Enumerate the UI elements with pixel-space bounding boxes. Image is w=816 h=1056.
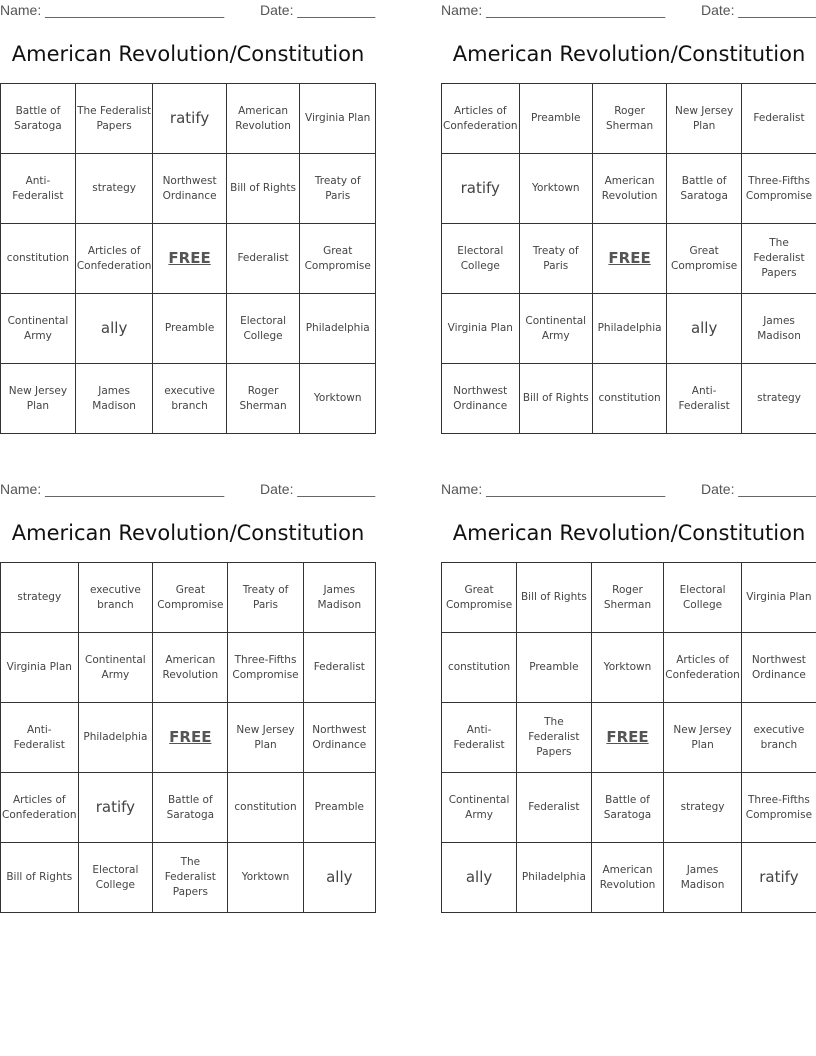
bingo-cell: Federalist bbox=[303, 633, 375, 703]
bingo-cell: Electoral College bbox=[226, 294, 300, 364]
bingo-cell: Electoral College bbox=[442, 224, 520, 294]
bingo-cell: James Madison bbox=[75, 364, 153, 434]
bingo-cell: ratify bbox=[153, 84, 226, 154]
bingo-cell: Virginia Plan bbox=[741, 563, 816, 633]
bingo-cell: New Jersey Plan bbox=[228, 703, 303, 773]
bingo-cell: American Revolution bbox=[592, 154, 666, 224]
bingo-cell: constitution bbox=[228, 773, 303, 843]
grid-row bbox=[1, 84, 376, 154]
grid-row bbox=[442, 773, 816, 843]
bingo-cell: Roger Sherman bbox=[591, 563, 664, 633]
bingo-cell: Treaty of Paris bbox=[519, 224, 592, 294]
grid-row bbox=[1, 773, 376, 843]
bingo-cell: Treaty of Paris bbox=[228, 563, 303, 633]
bingo-cell: Yorktown bbox=[519, 154, 592, 224]
bingo-cell: Philadelphia bbox=[78, 703, 153, 773]
bingo-cell: Roger Sherman bbox=[226, 364, 300, 434]
bingo-cell: Electoral College bbox=[664, 563, 742, 633]
bingo-cell: Battle of Saratoga bbox=[667, 154, 742, 224]
date-field: Date: __________ bbox=[701, 481, 816, 497]
bingo-cell: Preamble bbox=[303, 773, 375, 843]
free-space: FREE bbox=[153, 703, 228, 773]
free-space: FREE bbox=[591, 703, 664, 773]
bingo-cell: ally bbox=[75, 294, 153, 364]
bingo-card-2 bbox=[441, 0, 816, 435]
bingo-cell: Preamble bbox=[519, 84, 592, 154]
bingo-cell: Northwest Ordinance bbox=[303, 703, 375, 773]
bingo-cell: Yorktown bbox=[591, 633, 664, 703]
bingo-cell: Yorktown bbox=[300, 364, 376, 434]
grid-row bbox=[1, 633, 376, 703]
name-field: Name: _______________________ bbox=[441, 2, 666, 18]
bingo-cell: The Federalist Papers bbox=[75, 84, 153, 154]
bingo-cell: Three-Fifths Compromise bbox=[228, 633, 303, 703]
bingo-cell: Roger Sherman bbox=[592, 84, 666, 154]
bingo-cell: Federalist bbox=[226, 224, 300, 294]
bingo-cell: James Madison bbox=[303, 563, 375, 633]
bingo-grid bbox=[0, 562, 376, 913]
grid-row bbox=[442, 703, 816, 773]
bingo-cell: Anti-Federalist bbox=[442, 703, 517, 773]
grid-row bbox=[1, 703, 376, 773]
bingo-cell: Electoral College bbox=[78, 843, 153, 913]
bingo-cell: Articles of Confederation bbox=[442, 84, 520, 154]
bingo-cell: Continental Army bbox=[442, 773, 517, 843]
bingo-cell: ratify bbox=[741, 843, 816, 913]
grid-row bbox=[442, 843, 816, 913]
bingo-card-3 bbox=[0, 479, 376, 914]
grid-row bbox=[1, 294, 376, 364]
bingo-cell: Anti-Federalist bbox=[1, 703, 79, 773]
bingo-cell: Treaty of Paris bbox=[300, 154, 376, 224]
bingo-cell: Virginia Plan bbox=[1, 633, 79, 703]
bingo-cell: Battle of Saratoga bbox=[1, 84, 76, 154]
bingo-cell: Anti-Federalist bbox=[1, 154, 76, 224]
bingo-cell: Federalist bbox=[742, 84, 816, 154]
bingo-grid bbox=[441, 562, 816, 913]
bingo-cell: Bill of Rights bbox=[517, 563, 592, 633]
grid-row bbox=[1, 224, 376, 294]
bingo-cell: strategy bbox=[664, 773, 742, 843]
bingo-cell: Philadelphia bbox=[592, 294, 666, 364]
bingo-cell: strategy bbox=[742, 364, 816, 434]
bingo-cell: New Jersey Plan bbox=[667, 84, 742, 154]
bingo-cell: constitution bbox=[442, 633, 517, 703]
name-field: Name: _______________________ bbox=[0, 2, 225, 18]
bingo-cell: Three-Fifths Compromise bbox=[741, 773, 816, 843]
bingo-cell: James Madison bbox=[742, 294, 816, 364]
bingo-cell: constitution bbox=[592, 364, 666, 434]
grid-row bbox=[442, 84, 816, 154]
free-space: FREE bbox=[153, 224, 226, 294]
bingo-cell: The Federalist Papers bbox=[517, 703, 592, 773]
name-field: Name: _______________________ bbox=[0, 481, 225, 497]
bingo-cell: ally bbox=[667, 294, 742, 364]
card-title: American Revolution/Constitution bbox=[11, 521, 365, 545]
grid-row bbox=[442, 224, 816, 294]
grid-row bbox=[1, 364, 376, 434]
bingo-grid bbox=[441, 83, 816, 434]
bingo-cell: American Revolution bbox=[153, 633, 228, 703]
bingo-cell: Battle of Saratoga bbox=[153, 773, 228, 843]
bingo-cell: Northwest Ordinance bbox=[153, 154, 226, 224]
bingo-cell: executive branch bbox=[78, 563, 153, 633]
bingo-cell: Continental Army bbox=[519, 294, 592, 364]
grid-row bbox=[1, 154, 376, 224]
grid-row bbox=[1, 563, 376, 633]
bingo-cell: Great Compromise bbox=[442, 563, 517, 633]
bingo-cell: Three-Fifths Compromise bbox=[742, 154, 816, 224]
bingo-cell: ally bbox=[303, 843, 375, 913]
bingo-grid bbox=[0, 83, 376, 434]
name-field: Name: _______________________ bbox=[441, 481, 666, 497]
card-title: American Revolution/Constitution bbox=[452, 521, 806, 545]
bingo-cell: strategy bbox=[75, 154, 153, 224]
bingo-cell: Northwest Ordinance bbox=[741, 633, 816, 703]
grid-row bbox=[442, 364, 816, 434]
grid-row bbox=[442, 294, 816, 364]
bingo-card-4 bbox=[441, 479, 816, 914]
bingo-cell: executive branch bbox=[741, 703, 816, 773]
bingo-cell: American Revolution bbox=[226, 84, 300, 154]
bingo-cell: Bill of Rights bbox=[226, 154, 300, 224]
bingo-cell: Articles of Confederation bbox=[664, 633, 742, 703]
bingo-cell: Preamble bbox=[153, 294, 226, 364]
bingo-cell: Bill of Rights bbox=[519, 364, 592, 434]
bingo-cell: Continental Army bbox=[1, 294, 76, 364]
grid-row bbox=[442, 563, 816, 633]
bingo-cell: ally bbox=[442, 843, 517, 913]
bingo-cell: Northwest Ordinance bbox=[442, 364, 520, 434]
grid-row bbox=[442, 633, 816, 703]
date-field: Date: __________ bbox=[260, 2, 376, 18]
bingo-cell: New Jersey Plan bbox=[664, 703, 742, 773]
bingo-cell: ratify bbox=[442, 154, 520, 224]
bingo-cell: constitution bbox=[1, 224, 76, 294]
bingo-cell: Great Compromise bbox=[300, 224, 376, 294]
bingo-cell: Philadelphia bbox=[517, 843, 592, 913]
grid-row bbox=[442, 154, 816, 224]
date-field: Date: __________ bbox=[701, 2, 816, 18]
bingo-cell: Battle of Saratoga bbox=[591, 773, 664, 843]
bingo-cell: Great Compromise bbox=[153, 563, 228, 633]
bingo-cell: American Revolution bbox=[591, 843, 664, 913]
bingo-cell: Anti-Federalist bbox=[667, 364, 742, 434]
bingo-cell: Federalist bbox=[517, 773, 592, 843]
bingo-cell: Great Compromise bbox=[667, 224, 742, 294]
bingo-cell: Preamble bbox=[517, 633, 592, 703]
bingo-card-1 bbox=[0, 0, 376, 435]
bingo-cell: Yorktown bbox=[228, 843, 303, 913]
bingo-cell: Virginia Plan bbox=[442, 294, 520, 364]
card-title: American Revolution/Constitution bbox=[452, 42, 806, 66]
bingo-cell: ratify bbox=[78, 773, 153, 843]
bingo-cell: The Federalist Papers bbox=[742, 224, 816, 294]
bingo-cell: James Madison bbox=[664, 843, 742, 913]
free-space: FREE bbox=[592, 224, 666, 294]
bingo-cell: Articles of Confederation bbox=[75, 224, 153, 294]
bingo-cell: Continental Army bbox=[78, 633, 153, 703]
bingo-cell: Virginia Plan bbox=[300, 84, 376, 154]
bingo-cell: strategy bbox=[1, 563, 79, 633]
bingo-cell: executive branch bbox=[153, 364, 226, 434]
bingo-cell: The Federalist Papers bbox=[153, 843, 228, 913]
bingo-cell: Bill of Rights bbox=[1, 843, 79, 913]
grid-row bbox=[1, 843, 376, 913]
bingo-cell: Articles of Confederation bbox=[1, 773, 79, 843]
bingo-cell: New Jersey Plan bbox=[1, 364, 76, 434]
card-title: American Revolution/Constitution bbox=[11, 42, 365, 66]
bingo-cell: Philadelphia bbox=[300, 294, 376, 364]
date-field: Date: __________ bbox=[260, 481, 376, 497]
